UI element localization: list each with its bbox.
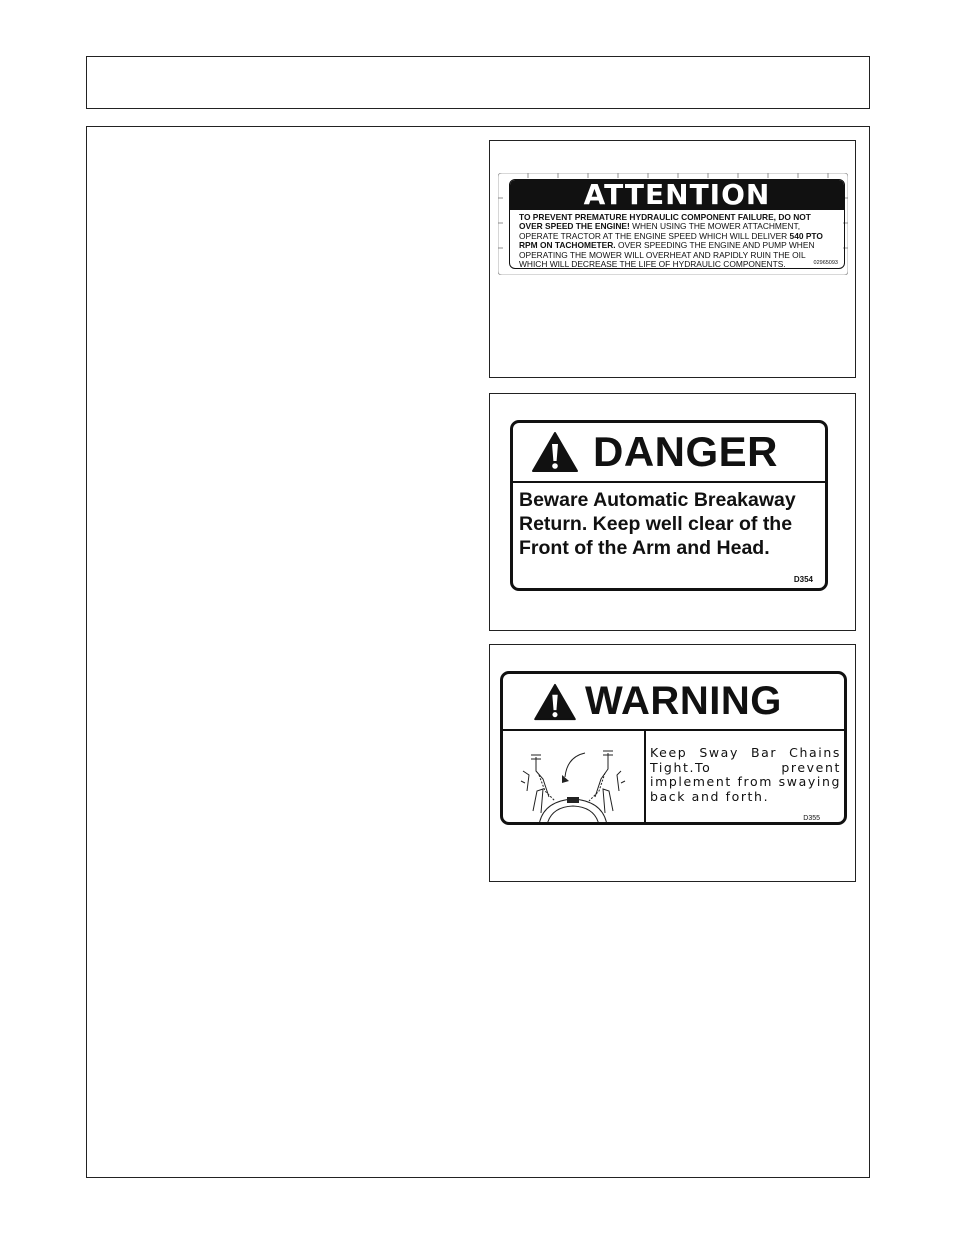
- warning-decal-frame: [489, 644, 856, 882]
- attention-text-1: WHEN USING THE MOWER ATTACHMENT, OPERATE TRACTOR AT THE ENGINE SPEED WHICH WILL DELIVER: [519, 221, 801, 241]
- sway-bar-chain-illustration: [503, 731, 646, 825]
- warning-decal: [500, 671, 847, 825]
- warning-header: [503, 674, 844, 731]
- danger-text: [513, 483, 825, 560]
- danger-text-line: Return. Keep well clear of the: [519, 513, 793, 535]
- attention-text-bold-2: 540 PTO RPM ON TACHOMETER.: [519, 230, 823, 251]
- danger-heading: DANGER: [593, 428, 779, 475]
- attention-part-number: 02965093: [813, 260, 838, 266]
- danger-decal-frame: [489, 393, 856, 631]
- danger-part-number: D354: [793, 575, 813, 584]
- attention-decal-frame: [489, 140, 856, 378]
- danger-text-line: Beware Automatic Breakaway: [519, 489, 796, 511]
- attention-text-2: OVER SPEEDING THE ENGINE AND PUMP WHEN OPERATING THE MOWER WILL OVERHEAT AND RAPIDLY RUIN THE OIL WHICH WILL DECREASE THE LIFE OF HYDRAULIC COMPONENTS.: [519, 240, 815, 269]
- attention-decal: [498, 173, 848, 275]
- danger-text-line: Front of the Arm and Head.: [519, 537, 770, 559]
- danger-decal: [510, 420, 828, 591]
- attention-label: [509, 179, 845, 269]
- warning-part-number: D355: [803, 815, 820, 822]
- warning-text: Keep Sway Bar Chains Tight.To prevent implement from swaying back and forth.: [650, 745, 841, 804]
- danger-header: [513, 423, 825, 483]
- attention-heading: ATTENTION: [510, 180, 844, 210]
- page-header-box: [86, 56, 870, 109]
- sway-bar-chain-drawing: [503, 731, 644, 825]
- warning-heading: WARNING: [585, 679, 782, 723]
- warning-text-area: [646, 731, 844, 825]
- alert-triangle-icon: [533, 683, 577, 721]
- attention-text: [510, 210, 844, 269]
- attention-text-bold-1: TO PREVENT PREMATURE HYDRAULIC COMPONENT FAILURE, DO NOT OVER SPEED THE ENGINE!: [519, 212, 811, 232]
- alert-triangle-icon: [531, 431, 579, 473]
- warning-body: [503, 731, 844, 825]
